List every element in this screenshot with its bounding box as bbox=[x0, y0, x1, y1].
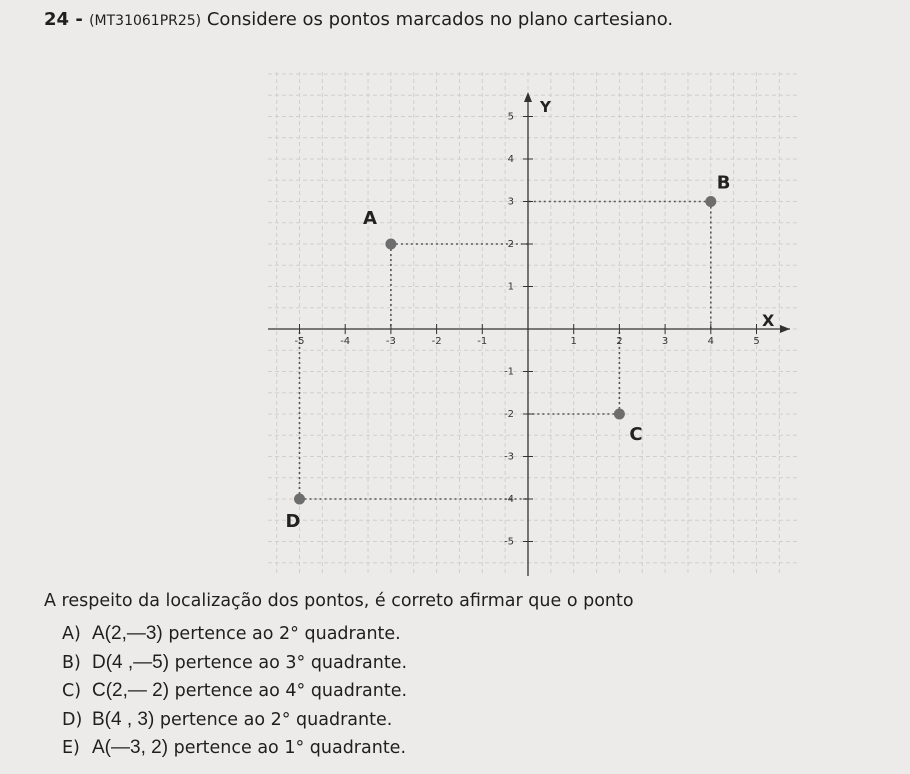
y-tick-label: -5 bbox=[504, 536, 514, 548]
option-letter: A) bbox=[62, 624, 81, 644]
x-tick-label: -1 bbox=[477, 336, 488, 347]
y-tick-label: -3 bbox=[504, 451, 514, 463]
y-axis-arrow bbox=[524, 92, 532, 102]
x-axis-label: X bbox=[762, 311, 775, 330]
x-tick-label: -5 bbox=[294, 336, 305, 347]
y-tick-label: 1 bbox=[507, 281, 514, 293]
option-text: pertence ao 1° quadrante. bbox=[168, 738, 407, 758]
point-label: D bbox=[285, 511, 301, 532]
x-tick-label: 1 bbox=[570, 336, 577, 347]
answer-options bbox=[62, 620, 407, 763]
option-text: pertence ao 2° quadrante. bbox=[154, 709, 393, 730]
option-text: pertence ao 4° quadrante. bbox=[169, 681, 408, 701]
x-axis-arrow bbox=[780, 325, 790, 333]
point-c bbox=[614, 409, 625, 420]
point-label: B bbox=[716, 172, 731, 194]
option-coordinate: A(—3, 2) bbox=[92, 737, 169, 758]
option-coordinate: B(4 , 3) bbox=[92, 708, 155, 730]
question-code: (MT31061PR25) bbox=[89, 13, 202, 29]
point-d bbox=[294, 494, 305, 505]
question-statement: Considere os pontos marcados no plano cartesiano. bbox=[201, 9, 674, 30]
point-label: A bbox=[362, 208, 377, 229]
point-b bbox=[705, 196, 716, 207]
question-prompt: A respeito da localização dos pontos, é correto afirmar que o ponto bbox=[44, 591, 634, 611]
option-b[interactable] bbox=[62, 649, 407, 678]
option-coordinate: A(2,—3) bbox=[92, 623, 163, 644]
y-tick-label: -4 bbox=[504, 494, 514, 505]
y-tick-label: 3 bbox=[507, 196, 514, 208]
y-tick-label: 4 bbox=[507, 154, 514, 165]
y-axis-label: Y bbox=[540, 98, 551, 116]
x-tick-label: 3 bbox=[661, 336, 669, 347]
option-letter: C) bbox=[62, 681, 82, 701]
y-tick-label: -1 bbox=[504, 366, 514, 378]
x-tick-label: 4 bbox=[707, 336, 714, 347]
x-tick-label: 2 bbox=[616, 336, 623, 347]
option-c[interactable] bbox=[62, 677, 407, 706]
x-tick-label: -4 bbox=[340, 336, 351, 347]
question-number: 24 - bbox=[44, 9, 90, 30]
x-tick-label: 5 bbox=[753, 336, 760, 347]
y-tick-label: 5 bbox=[507, 111, 514, 123]
axes bbox=[268, 92, 790, 576]
point-label: C bbox=[629, 424, 643, 445]
grid bbox=[268, 72, 800, 576]
option-letter: D) bbox=[62, 709, 83, 730]
y-tick-label: 2 bbox=[507, 239, 514, 250]
option-d[interactable] bbox=[62, 706, 407, 735]
option-letter: B) bbox=[62, 652, 81, 673]
option-coordinate: C(2,— 2) bbox=[92, 680, 170, 701]
point-a bbox=[385, 239, 396, 250]
y-tick-label: -2 bbox=[504, 409, 514, 420]
option-a[interactable] bbox=[62, 620, 407, 649]
option-e[interactable] bbox=[62, 734, 407, 763]
option-coordinate: D(4 ,—5) bbox=[92, 651, 170, 673]
x-tick-label: -2 bbox=[431, 336, 442, 347]
option-text: pertence ao 3° quadrante. bbox=[169, 652, 408, 673]
option-letter: E) bbox=[62, 738, 80, 758]
option-text: pertence ao 2° quadrante. bbox=[162, 624, 401, 644]
x-tick-label: -3 bbox=[385, 336, 396, 347]
